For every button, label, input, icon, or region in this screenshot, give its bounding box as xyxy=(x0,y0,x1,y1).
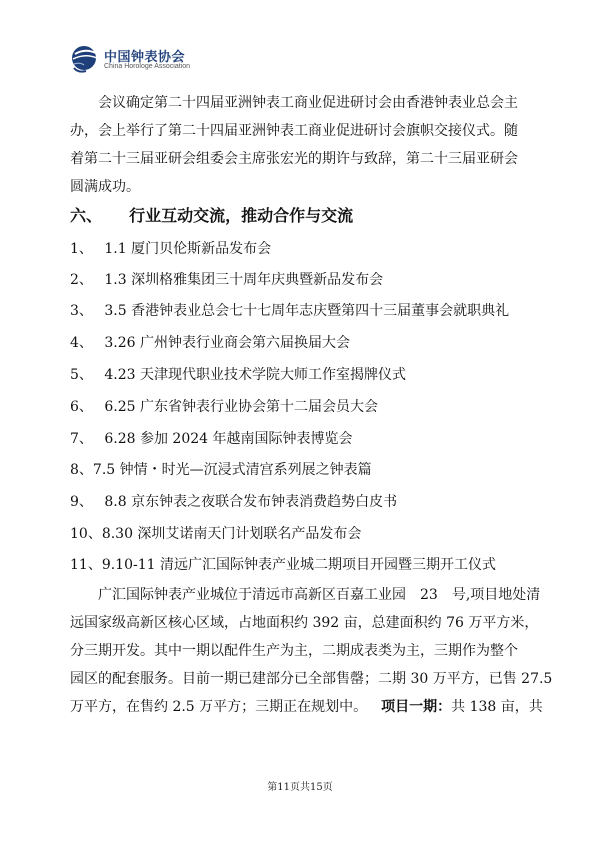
globe-swoosh-icon xyxy=(70,44,100,74)
list-item: 6、 6.25 广东省钟表行业协会第十二届会员大会 xyxy=(70,399,378,415)
section-heading xyxy=(70,203,353,226)
list-item: 3、 3.5 香港钟表业总会七十七周年志庆暨第四十三届董事会就职典礼 xyxy=(70,303,510,319)
list-item: 11、9.10-11 清远广汇国际钟表产业城二期项目开园暨三期开工仪式 xyxy=(70,557,496,573)
paragraph-line: 着第二十三届亚研会组委会主席张宏光的期许与致辞，第二十三届亚研会 xyxy=(70,151,518,167)
page-number: 第11页共15页 xyxy=(267,782,333,793)
section-number: 六、 xyxy=(70,206,103,225)
list-item: 9、 8.8 京东钟表之夜联合发布钟表消费趋势白皮书 xyxy=(70,494,398,510)
paragraph-line: 远国家级高新区核心区域，占地面积约 392 亩，总建面积约 76 万平方米， xyxy=(70,615,539,631)
list-item: 4、 3.26 广州钟表行业商会第六届换届大会 xyxy=(70,335,350,351)
paragraph-line: 会议确定第二十四届亚洲钟表工商业促进研讨会由香港钟表业总会主 xyxy=(98,95,518,111)
brand-name-cn: 中国钟表协会 xyxy=(104,50,186,65)
paragraph-line: 万平方，在售约 2.5 万平方；三期正在规划中。 xyxy=(70,699,368,715)
paragraph-line: 办，会上举行了第二十四届亚洲钟表工商业促进研讨会旗帜交接仪式。随 xyxy=(70,123,518,139)
paragraph-line: 广汇国际钟表产业城位于清远市高新区百嘉工业园 23 号,项目地处清 xyxy=(98,587,541,603)
list-item: 2、 1.3 深圳格雅集团三十周年庆典暨新品发布会 xyxy=(70,272,384,288)
project-phase-text: 共 138 亩，共 xyxy=(451,699,543,715)
list-item: 7、 6.28 参加 2024 年越南国际钟表博览会 xyxy=(70,431,353,447)
paragraph-line: 圆满成功。 xyxy=(70,179,140,195)
list-item: 10、8.30 深圳艾诺南天门计划联名产品发布会 xyxy=(70,526,362,542)
brand-name-en: China Horologe Association xyxy=(104,63,190,70)
section-title: 行业互动交流，推动合作与交流 xyxy=(129,206,354,225)
list-item: 8、7.5 钟情・时光—沉浸式清宫系列展之钟表篇 xyxy=(70,462,372,478)
list-item: 5、 4.23 天津现代职业技术学院大师工作室揭牌仪式 xyxy=(70,367,406,383)
list-item: 1、 1.1 厦门贝伦斯新品发布会 xyxy=(70,241,272,257)
paragraph-line-last xyxy=(70,698,543,716)
paragraph-line: 园区的配套服务。目前一期已建部分已全部售罄；二期 30 万平方，已售 27.5 xyxy=(70,671,553,687)
paragraph-line: 分三期开发。其中一期以配件生产为主，二期成表类为主，三期作为整个 xyxy=(70,643,518,659)
project-phase-label: 项目一期： xyxy=(381,699,452,715)
